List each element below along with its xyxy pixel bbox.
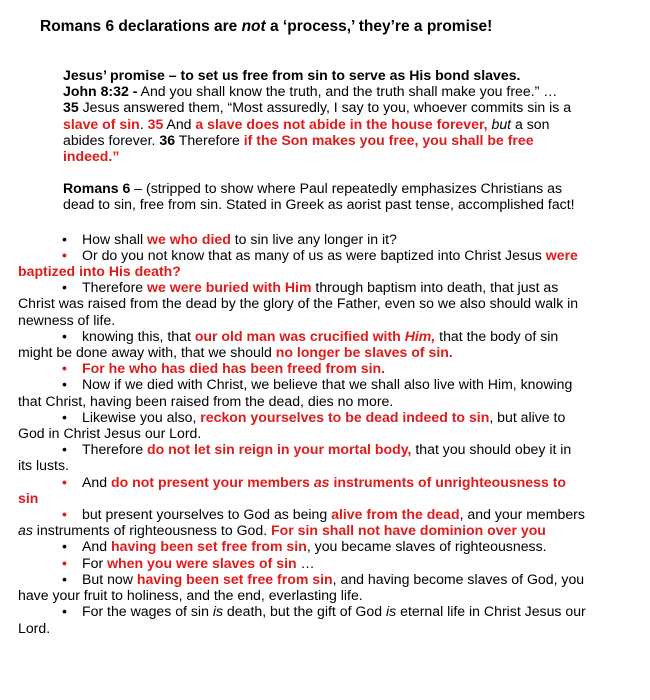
intro-heading: Jesus’ promise – to set us free from sin to serve as His bond slaves. [63,67,521,83]
item-text: might be done away with, that we should [18,344,276,361]
list-item [18,231,636,247]
item-text: And [82,473,111,490]
highlight: we who died [147,230,231,247]
item-text: , and having become slaves of God, you [332,570,585,587]
highlight: baptized into His death? [18,263,181,280]
verse-text: a son [511,115,550,132]
list-item [18,360,636,376]
list-item [18,328,636,344]
item-text-cont [18,344,636,360]
list-item [18,409,636,425]
bullet-icon: • [62,246,67,263]
bullet-icon: • [62,376,67,393]
highlight: slave of sin [63,115,140,132]
item-text: that the body of sin [435,327,559,344]
list-item [18,506,636,522]
item-text: but present yourselves to God as being [82,506,332,523]
list-item [18,247,636,263]
bullet-icon: • [62,230,67,247]
spacer [0,213,650,231]
item-text: For the wages of sin [82,603,213,620]
highlight: were [545,246,578,263]
item-text: , you became slaves of righteousness. [306,538,547,555]
item-text: … [296,554,315,571]
john-text: And you shall know the truth, and the truth shall make you free.” … [137,83,558,100]
highlight: as [313,473,330,490]
highlight: Him, [404,327,436,344]
verse-text: Therefore [175,131,244,148]
item-text: Likewise you also, [82,408,201,425]
bullet-list [0,231,650,636]
item-text: God in Christ Jesus our Lord. [18,425,202,442]
bullet-icon: • [62,327,67,344]
item-text: Therefore [82,441,148,458]
romans-text: – (stripped to show where Paul repeatedly emphasizes Christians as [130,180,563,197]
highlight: indeed.” [63,148,120,165]
item-text: death, but the gift of God [223,603,386,620]
list-item [18,376,636,392]
bullet-icon: • [62,441,67,458]
item-text: But now [82,570,137,587]
bullet-icon: • [62,279,67,296]
highlight: no longer be slaves of sin. [275,344,453,361]
item-text: newness of life. [18,311,116,328]
title-part: Romans 6 declarations are [40,18,242,35]
page-title [40,18,492,36]
verse-35-cont [63,116,640,132]
bullet-icon: • [62,603,67,620]
john-verse [63,83,640,99]
item-text: And [82,538,111,555]
item-text: through baptism into death, that just as [311,279,559,296]
item-text: , but alive to [489,408,566,425]
verse-number: 35 [143,115,164,132]
highlight: a slave does not abide in the house forever, [195,115,488,132]
highlight: our old man was crucified with [194,327,405,344]
bullet-icon: • [62,408,67,425]
highlight: when you were slaves of sin [107,554,297,571]
emphasis: is [212,603,224,620]
list-item [18,474,636,490]
highlight: alive from the dead [331,506,460,523]
item-text: that you should obey it in [411,441,572,458]
highlight: do not let sin reign in your mortal body, [147,441,412,458]
emphasis: as [18,522,33,539]
document-body [0,67,650,636]
verse-text: abides forever. [63,131,160,148]
item-text: Christ was raised from the dead by the glory of the Father, even so we also should walk in [18,295,579,312]
bullet-icon: • [62,473,67,490]
verse-text: And [163,115,196,132]
verse-text: Jesus answered them, “Most assuredly, I say to you, whoever commits sin is a [78,99,572,116]
item-text: have your fruit to holiness, and the end, everlasting life. [18,587,363,604]
bullet-icon: • [62,570,67,587]
verse-35 [63,99,640,115]
john-ref: John 8:32 - [63,83,138,100]
item-text: eternal life in Christ Jesus our [396,603,586,620]
highlight: if the Son makes you free, you shall be free [243,131,534,148]
title-emphasis: not [241,18,266,35]
highlight: having been set free from sin [136,570,333,587]
highlight: do not present your members [111,473,314,490]
item-text: its lusts. [18,457,69,474]
item-text: Lord. [18,619,51,636]
item-text: , and your members [459,506,585,523]
highlight: we were buried with Him [147,279,312,296]
verse-text: . [139,115,144,132]
verse-36 [63,132,640,148]
verse-number: 36 [159,131,176,148]
item-text: Or do you not know that as many of us as were baptized into Christ Jesus [82,246,546,263]
item-text: How shall [82,230,148,247]
romans-text: dead to sin, free from sin. Stated in Greek as aorist past tense, accomplished fact! [63,196,575,213]
bullet-icon: • [62,506,67,523]
highlight: For sin shall not have dominion over you [271,522,546,539]
romans-intro [63,180,640,196]
emphasis: is [386,603,397,620]
bullet-icon: • [62,360,67,377]
romans-ref: Romans 6 [63,180,131,197]
title-part: a ‘process,’ they’re a promise! [265,18,493,35]
item-text: Now if we died with Christ, we believe that we shall also live with Him, knowing [82,376,573,393]
item-text: For [82,554,108,571]
emphasis: but [491,115,512,132]
list-item [18,571,636,587]
highlight: having been set free from sin [111,538,307,555]
item-text: Therefore [82,279,148,296]
spacer [0,164,650,180]
item-text: instruments of righteousness to God. [32,522,272,539]
highlight: sin [18,489,39,506]
item-text-cont [18,522,636,538]
highlight: For he who has died has been freed from sin. [82,360,386,377]
highlight: reckon yourselves to be dead indeed to sin [200,408,490,425]
list-item [18,555,636,571]
list-item [18,441,636,457]
romans-section [0,180,650,212]
item-text: that Christ, having been raised from the dead, dies no more. [18,392,394,409]
bullet-icon: • [62,538,67,555]
item-text: knowing this, that [82,327,195,344]
list-item [18,603,636,619]
list-item [18,279,636,295]
list-item [18,538,636,554]
bullet-icon: • [62,554,67,571]
verse-number: 35 [63,99,79,116]
item-text: to sin live any longer in it? [230,230,397,247]
highlight: instruments of unrighteousness to [329,473,567,490]
intro-section [0,67,650,164]
